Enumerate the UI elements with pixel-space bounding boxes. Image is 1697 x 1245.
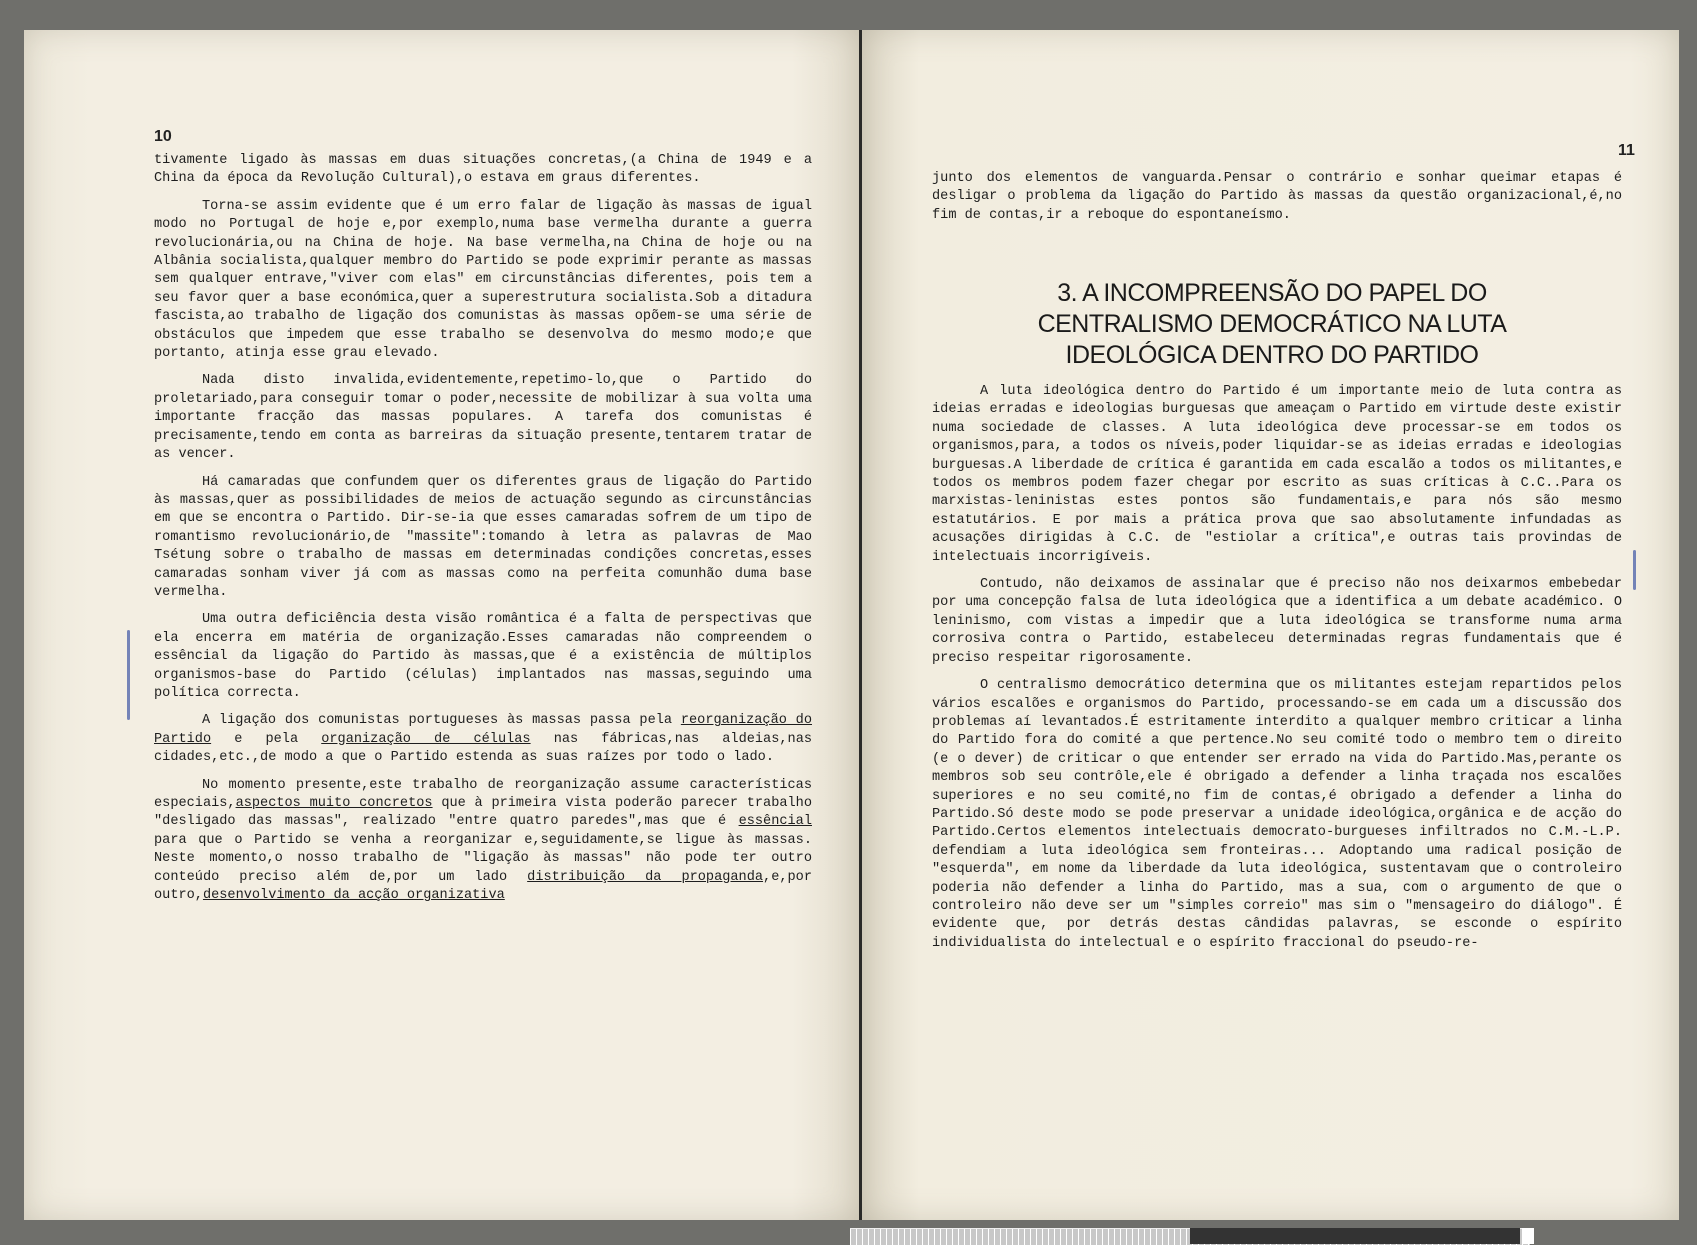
section-heading [922,278,1622,371]
underlined-text: organização de células [321,731,531,747]
underlined-text: reorganização do Partido [154,713,812,747]
left-page-text [154,152,812,914]
underlined-text: essêncial [738,814,812,830]
right-page-intro [932,170,1622,234]
text-run: e pela [211,731,322,747]
paragraph: Torna-se assim evidente que é um erro falar de ligação às massas de igual modo no Portugal de hoje e,por exemplo,numa base vermelha durante a guerra revolucionária,ou na China de hoje. Na base vermelha,na China de hoje ou na Albânia socialista,qualquer membro do Partido se pode exprimir perante as massas sem qualquer entrave,"viver com elas" em circunstâncias diferentes, pois tem a seu favor quer a base económica,quer a superestrutura socialista.Sob a ditadura fascista,ao trabalho de ligação dos comunistas às massas opõem-se uma série de obstáculos que impedem que esse trabalho se desenvolva do mesmo modo;e que portanto, atinja esse grau elevado. [154,198,812,362]
text-run: nas fábricas,nas aldeias,nas cidades,etc.,de modo a que o Partido estenda as suas raízes por todo o lado. [154,731,813,766]
paragraph: Contudo, não deixamos de assinalar que é preciso não nos deixarmos embebedar por uma concepção falsa de luta ideológica que a identifica a um debate académico. O leninismo, com vistas a impedir que a luta ideológica se transforme numa arma corrosiva contra o Partido, estabeleceu determinadas regras fundamentais que é preciso respeitar rigorosamente. [932,577,1622,666]
paragraph [154,777,812,906]
right-page-text [932,383,1622,962]
underlined-text: desenvolvimento da acção organizativa [202,888,505,904]
underlined-text: aspectos muito concretos [235,796,433,811]
text-run: para que o Partido se venha a reorganizar e,seguidamente,se ligue às massas. Neste momento,o nosso trabalho de "ligação às massas" não pode ter outro conteúdo preciso além de,por um lado [154,832,812,885]
text-run: ,e,por outro, [154,869,812,904]
heading-line: CENTRALISMO DEMOCRÁTICO NA LUTA [1037,310,1507,338]
text-run: A ligação dos comunistas portugueses às massas passa pela [202,713,681,729]
paragraph: junto dos elementos de vanguarda.Pensar o contrário e sonhar queimar etapas é desligar o problema da ligação do Partido às massas da questão organizacional,é,no fim de contas,ir a reboque do espontaneísmo. [932,171,1622,223]
paragraph: Há camaradas que confundem quer os diferentes graus de ligação do Partido às massas,quer as possibilidades de meios de actuação segundo as circunstâncias em que se encontra o Partido. Dir-se-ia que esses camaradas sofrem de um tipo de romantismo revolucionário,de "massite":tomando à letra as palavras de Mao Tsétung sobre o trabalho de massas em determinadas condições concretas,esses camaradas sonham viver já com as massas como na perfeita comunhão duma base vermelha. [154,474,812,600]
heading-line: IDEOLÓGICA DENTRO DO PARTIDO [1065,341,1479,369]
paragraph: Uma outra deficiência desta visão romântica é a falta de perspectivas que ela encerra em matéria de organização.Esses camaradas não compreendem o essêncial da ligação do Partido às massas,que é a existência de múltiplos organismos-base do Partido (células) implantados nas massas,seguindo uma política correcta. [154,612,812,701]
page-number-left: 10 [154,128,172,145]
pen-mark [127,630,130,720]
paragraph: A luta ideológica dentro do Partido é um importante meio de luta contra as ideias erradas e ideologias burguesas que ameaçam o Partido em virtude deste existir numa sociedade de classes. A luta ideológica deve processar-se em todos os organismos,para, a todos os níveis,poder liquidar-se as ideias erradas e ideologias burguesas.A liberdade de crítica é garantida em cada escalão a todos os militantes,e todos os membros podem fazer chegar por escrito as suas críticas à C.C..Para os marxistas-leninistas estes pontos são fundamentais,e para nós são mesmo estatutários. E por mais a prática prova que sao absolutamente infundadas as acusações dirigidas à C.C. de "estiolar a crítica",e outras tais provindas de intelectuais incorrigíveis. [932,384,1622,565]
heading-line: 3. A INCOMPREENSÃO DO PAPEL DO [1057,279,1487,307]
book-spread [24,30,1679,1220]
paragraph: tivamente ligado às massas em duas situações concretas,(a China de 1949 e a China da época da Revolução Cultural),o estava em graus diferentes. [154,153,812,187]
paragraph: Nada disto invalida,evidentemente,repetimo-lo,que o Partido do proletariado,para conseguir tomar o poder,necessite de mobilizar à sua volta uma importante fracção das massas populares. A tarefa dos comunistas é precisamente,tendo em conta as barreiras da situação presente,tentarem tratar de as vencer. [154,373,812,463]
paragraph [154,712,812,767]
underlined-text: distribuição da propaganda [527,869,764,885]
scale-ruler-dark-segment [1190,1228,1520,1244]
pen-mark [1633,550,1636,590]
text-run: No momento presente,este trabalho de reorganização assume características especiais, [154,777,812,811]
right-page [862,30,1679,1220]
left-page [24,30,859,1220]
paragraph: O centralismo democrático determina que os militantes estejam repartidos pelos vários escalões e organismos do Partido, processando-se em cada um a discussão dos problemas aí levantados.É estritamente interdito a qualquer membro criticar a linha do Partido fora do comité a que pertence.No seu comité todo o membro tem o direito (e o dever) de criticar o que entender ser errado na vida do Partido.Mas,perante os membros sob seu contrôle,ele é obrigado a defender a linha traçada nos escalões superiores e no seu comité,no fim de contas,é obrigado a defender a linha do Partido.Só deste modo se pode preservar a unidade ideológica,orgânica e de acção do Partido.Certos elementos intelectuais democrato-burgueses infiltrados no C.M.-L.P. defendiam a luta ideológica sem fronteiras... Adoptando uma radical posição de "esquerda", em nome da liberdade da luta ideológica, sustentavam que o controleiro poderia não defender a linha do Partido, mas a sua, com o argumento de que o controleiro não deve ser um "simples correio" mas sim o "mensageiro do diálogo". É evidente que, por detrás destas cândidas palavras, se esconde o espírito individualista do intelectual e o espírito fraccional do pseudo-re- [932,678,1622,951]
text-run: que à primeira vista poderão parecer trabalho "desligado das massas", realizado "entre quatro paredes",mas que é [154,796,812,830]
page-number-right: 11 [1618,142,1635,159]
scale-ruler-end [1522,1228,1534,1244]
